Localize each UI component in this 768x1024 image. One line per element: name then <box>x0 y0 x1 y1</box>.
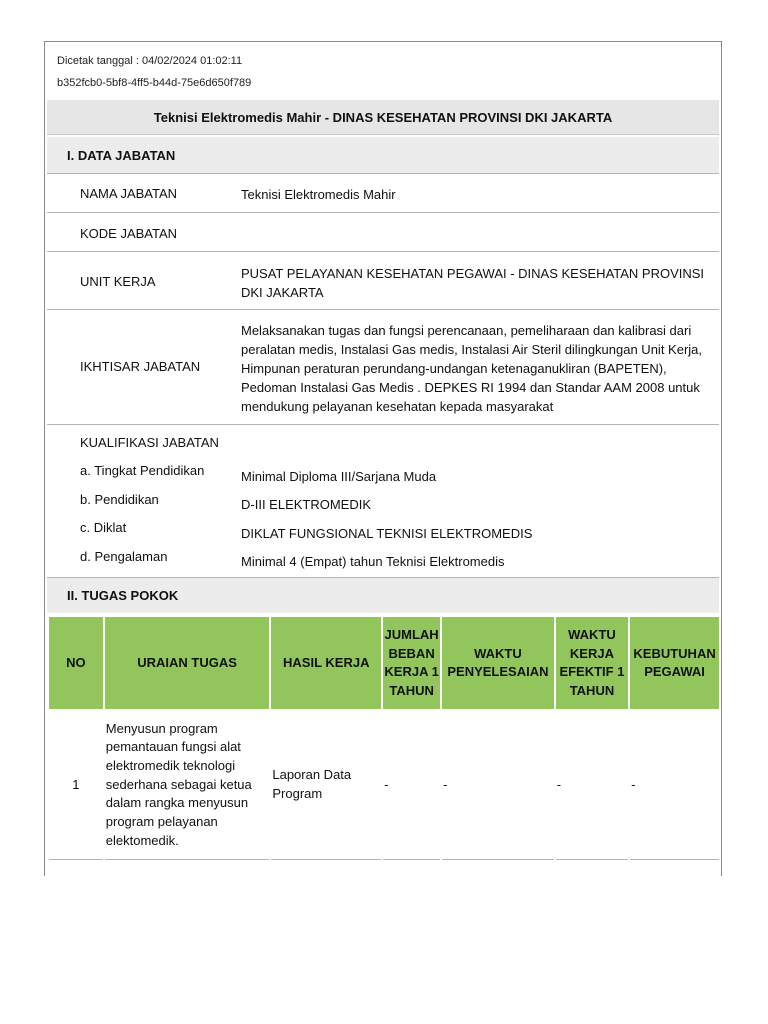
table-header-row <box>49 617 719 709</box>
kode-jabatan-label: KODE JABATAN <box>80 226 178 241</box>
column-header-waktu-penyelesaian: WAKTU PENYELESAIAN <box>442 617 554 709</box>
kualifikasi-label: a. Tingkat Pendidikan <box>80 463 205 478</box>
row-nama-jabatan <box>47 174 719 212</box>
document-id: b352fcb0-5bf8-4ff5-b44d-75e6d650f789 <box>57 77 252 89</box>
kualifikasi-label: c. Diklat <box>80 520 127 535</box>
section-heading-text: II. TUGAS POKOK <box>67 588 179 603</box>
column-header-hasil-kerja: HASIL KERJA <box>271 617 381 709</box>
cell-jumlah-beban-kerja: - <box>383 711 440 860</box>
cell-no: 1 <box>49 711 103 860</box>
table-row <box>49 711 719 860</box>
kualifikasi-heading: KUALIFIKASI JABATAN <box>80 435 219 450</box>
column-header-uraian-tugas: URAIAN TUGAS <box>105 617 270 709</box>
cell-kebutuhan-pegawai: - <box>630 711 719 860</box>
cell-waktu-penyelesaian: - <box>442 711 554 860</box>
unit-kerja-value: PUSAT PELAYANAN KESEHATAN PEGAWAI - DINAS KESEHATAN PROVINSI DKI JAKARTA <box>241 266 705 300</box>
unit-kerja-label: UNIT KERJA <box>80 274 156 289</box>
kualifikasi-value: Minimal 4 (Empat) tahun Teknisi Elektromedis <box>241 554 505 569</box>
column-header-no: NO <box>49 617 103 709</box>
column-header-kebutuhan-pegawai: KEBUTUHAN PEGAWAI <box>630 617 719 709</box>
section-heading-text: I. DATA JABATAN <box>67 147 176 163</box>
document-title-text: Teknisi Elektromedis Mahir - DINAS KESEHATAN PROVINSI DKI JAKARTA <box>153 109 613 125</box>
row-unit-kerja <box>47 252 719 309</box>
print-date: Dicetak tanggal : 04/02/2024 01:02:11 <box>57 55 243 67</box>
cell-hasil-kerja: Laporan Data Program <box>271 711 381 860</box>
ikhtisar-jabatan-value: Melaksanakan tugas dan fungsi perencanaan, pemeliharaan dan kalibrasi dari peralatan medis, Instalasi Gas medis, Instalasi Air Steril dilingkungan Unit Kerja, Himpunan peraturan perundang-undangan ketenaganukliran (BAPETEN), Pedoman Instalasi Gas Medis . DEPKES RI 1994 dan Standar AAM 2008 untuk mendukung pelayanan kesehatan kepada masyarakat <box>241 323 702 414</box>
cell-uraian-tugas: Menyusun program pemantauan fungsi alat elektromedik teknologi sederhana sebagai ketua dalam rangka menyusun program pelayanan elektomedik. <box>105 711 270 860</box>
row-kualifikasi-jabatan <box>47 425 719 577</box>
kualifikasi-value: Minimal Diploma III/Sarjana Muda <box>241 469 437 484</box>
section-data-jabatan-heading <box>47 137 719 173</box>
row-kode-jabatan <box>47 213 719 251</box>
nama-jabatan-label: NAMA JABATAN <box>80 186 178 201</box>
kualifikasi-label: b. Pendidikan <box>80 492 159 507</box>
kualifikasi-value: DIKLAT FUNGSIONAL TEKNISI ELEKTROMEDIS <box>241 526 533 541</box>
tugas-pokok-table <box>47 615 721 862</box>
column-header-waktu-kerja-efektif: WAKTU KERJA EFEKTIF 1 TAHUN <box>556 617 628 709</box>
row-ikhtisar-jabatan <box>47 310 719 424</box>
document-title <box>47 100 719 135</box>
cell-waktu-kerja-efektif: - <box>556 711 628 860</box>
kualifikasi-label: d. Pengalaman <box>80 549 168 564</box>
ikhtisar-jabatan-label: IKHTISAR JABATAN <box>80 359 201 374</box>
document-page <box>44 41 722 876</box>
section-tugas-pokok-heading <box>47 578 719 613</box>
nama-jabatan-value: Teknisi Elektromedis Mahir <box>241 187 396 202</box>
column-header-jumlah-beban-kerja: JUMLAH BEBAN KERJA 1 TAHUN <box>383 617 440 709</box>
kualifikasi-value: D-III ELEKTROMEDIK <box>241 497 372 512</box>
